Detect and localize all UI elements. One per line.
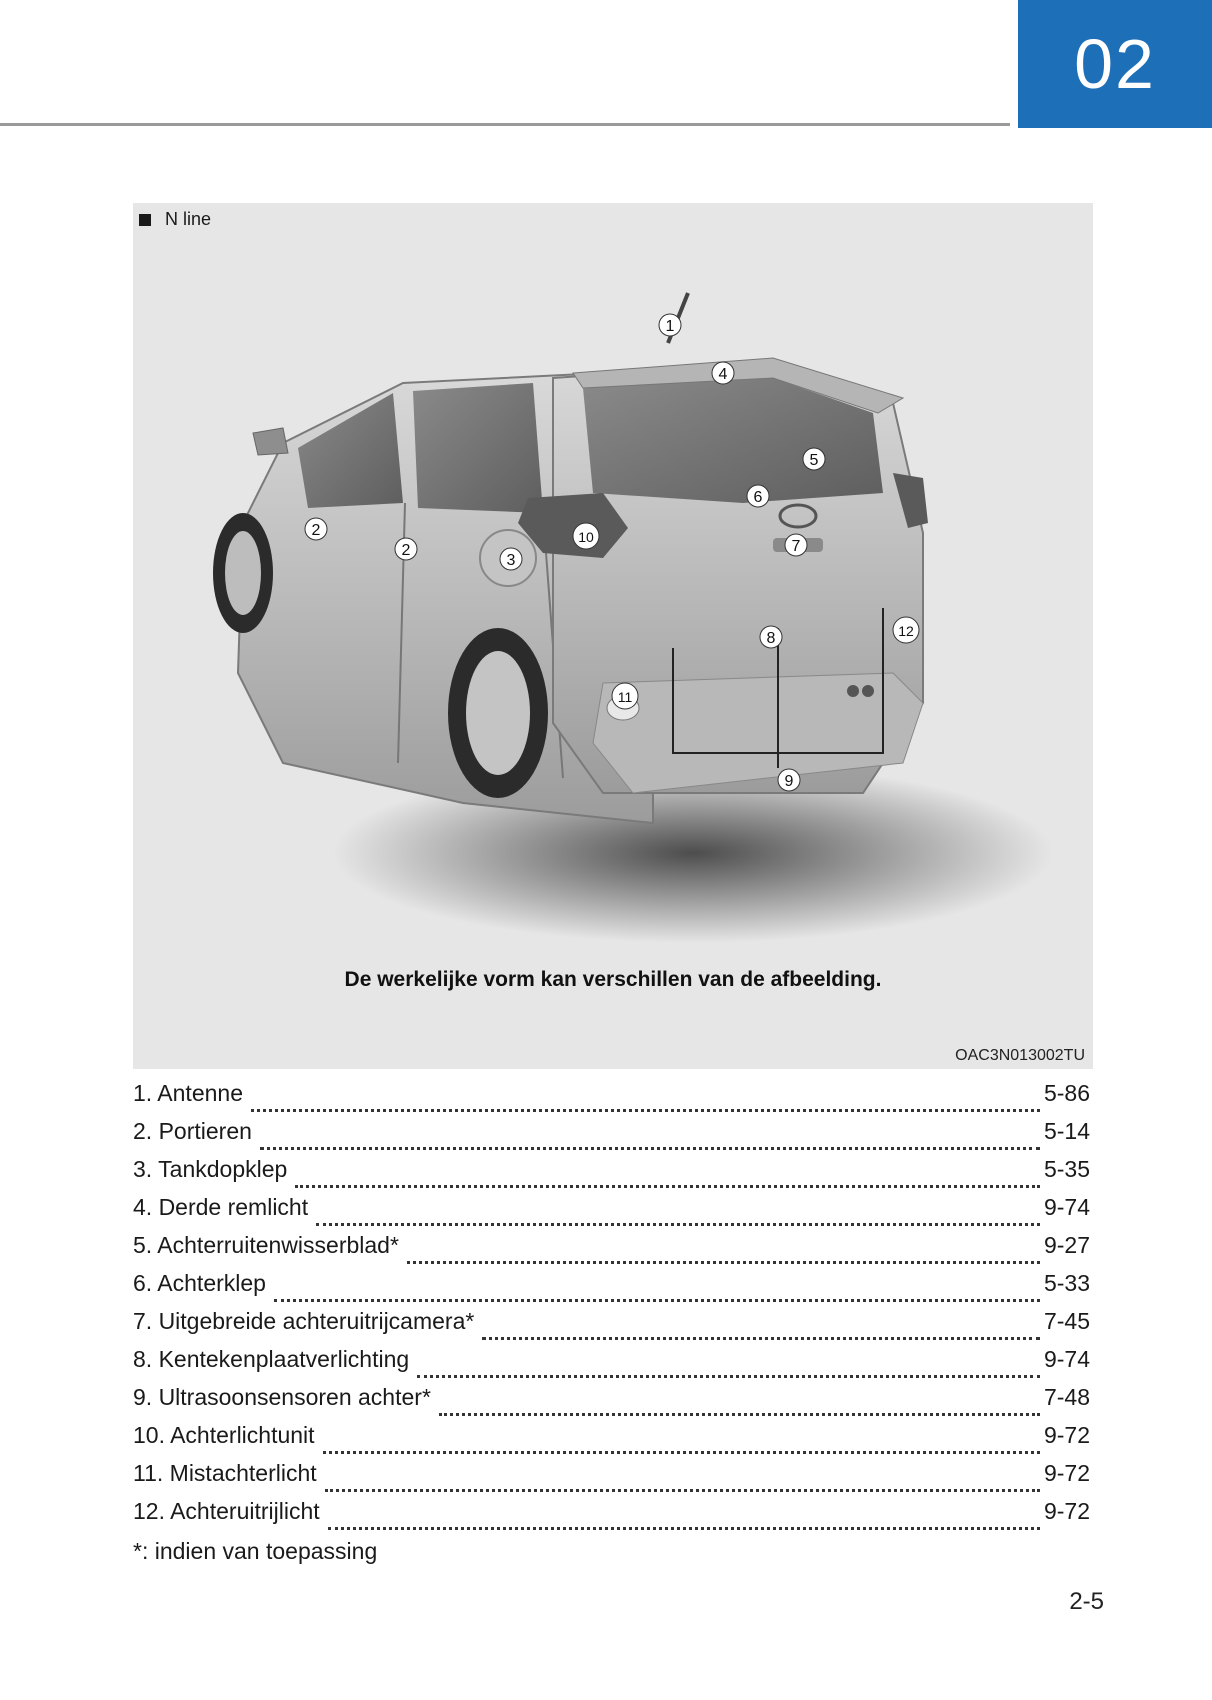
chapter-tab: 02 — [1018, 0, 1212, 128]
svg-text:2: 2 — [401, 542, 411, 559]
list-item — [133, 1118, 1090, 1156]
svg-text:11: 11 — [617, 689, 633, 705]
callout-6 — [747, 485, 769, 507]
parts-index-list — [133, 1080, 1090, 1565]
item-page: 5-14 — [1043, 1118, 1090, 1144]
dot-leader — [417, 1373, 1040, 1378]
item-label: 4. Derde remlicht — [133, 1194, 309, 1220]
list-item — [133, 1232, 1090, 1270]
svg-text:9: 9 — [784, 773, 794, 790]
footnote: *: indien van toepassing — [133, 1538, 378, 1564]
list-item — [133, 1498, 1090, 1536]
page-number: 2-5 — [1069, 1588, 1104, 1615]
item-page: 7-45 — [1043, 1308, 1090, 1334]
item-label: 1. Antenne — [133, 1080, 243, 1106]
item-label: 8. Kentekenplaatverlichting — [133, 1346, 410, 1372]
item-label: 10. Achterlichtunit — [133, 1422, 315, 1448]
svg-text:1: 1 — [665, 318, 675, 335]
car-rear-figure — [133, 203, 1093, 1069]
svg-text:5: 5 — [809, 452, 819, 469]
header-rule — [0, 123, 1010, 126]
dot-leader — [274, 1297, 1040, 1302]
callout-7 — [785, 534, 807, 556]
item-page: 5-33 — [1043, 1270, 1090, 1296]
callout-5 — [803, 448, 825, 470]
callout-2a — [305, 518, 327, 540]
svg-text:12: 12 — [898, 623, 914, 639]
item-page: 9-74 — [1043, 1346, 1090, 1372]
list-item — [133, 1384, 1090, 1422]
dot-leader — [316, 1221, 1040, 1226]
callout-12 — [893, 617, 919, 643]
item-page: 5-35 — [1043, 1156, 1090, 1182]
side-mirror — [253, 428, 288, 455]
item-label: 7. Uitgebreide achteruitrijcamera* — [133, 1308, 475, 1334]
list-item — [133, 1460, 1090, 1498]
list-item — [133, 1346, 1090, 1384]
callout-4 — [712, 362, 734, 384]
callout-1 — [659, 314, 681, 336]
svg-text:2: 2 — [311, 522, 321, 539]
item-page: 5-86 — [1043, 1080, 1090, 1106]
item-label: 11. Mistachterlicht — [133, 1460, 317, 1486]
car-illustration — [133, 203, 1093, 963]
callout-3 — [500, 548, 522, 570]
list-item — [133, 1308, 1090, 1346]
dot-leader — [325, 1487, 1040, 1492]
dot-leader — [323, 1449, 1040, 1454]
svg-text:6: 6 — [753, 489, 763, 506]
rear-side-window — [413, 383, 543, 513]
exhaust-right — [862, 685, 874, 697]
item-label: 5. Achterruitenwisserblad* — [133, 1232, 399, 1258]
callout-9 — [778, 769, 800, 791]
svg-text:3: 3 — [506, 552, 516, 569]
svg-text:4: 4 — [718, 366, 728, 383]
list-item — [133, 1422, 1090, 1460]
dot-leader — [407, 1259, 1040, 1264]
item-page: 9-74 — [1043, 1194, 1090, 1220]
dot-leader — [251, 1107, 1040, 1112]
list-item — [133, 1270, 1090, 1308]
list-item — [133, 1080, 1090, 1118]
dot-leader — [439, 1411, 1040, 1416]
dot-leader — [328, 1525, 1040, 1530]
item-page: 9-72 — [1043, 1460, 1090, 1486]
item-label: 3. Tankdopklep — [133, 1156, 288, 1182]
exhaust-left — [847, 685, 859, 697]
item-label: 9. Ultrasoonsensoren achter* — [133, 1384, 431, 1410]
item-page: 9-72 — [1043, 1422, 1090, 1448]
item-page: 9-72 — [1043, 1498, 1090, 1524]
dot-leader — [260, 1145, 1040, 1150]
item-label: 2. Portieren — [133, 1118, 252, 1144]
item-page: 9-27 — [1043, 1232, 1090, 1258]
callout-11 — [612, 683, 638, 709]
figure-code: OAC3N013002TU — [955, 1047, 1085, 1064]
list-item — [133, 1156, 1090, 1194]
dot-leader — [482, 1335, 1040, 1340]
callout-2b — [395, 538, 417, 560]
item-label: 6. Achterklep — [133, 1270, 266, 1296]
svg-text:8: 8 — [766, 630, 776, 647]
rear-wheel-rim — [466, 651, 530, 775]
item-label: 12. Achteruitrijlicht — [133, 1498, 320, 1524]
svg-text:10: 10 — [578, 529, 594, 545]
front-wheel-rim — [225, 531, 261, 615]
item-page: 7-48 — [1043, 1384, 1090, 1410]
callout-8 — [760, 626, 782, 648]
callout-10 — [573, 523, 599, 549]
list-item — [133, 1194, 1090, 1232]
variant-text: N line — [165, 209, 212, 229]
svg-text:7: 7 — [791, 538, 801, 555]
dot-leader — [295, 1183, 1040, 1188]
figure-caption: De werkelijke vorm kan verschillen van de afbeelding. — [344, 968, 882, 991]
